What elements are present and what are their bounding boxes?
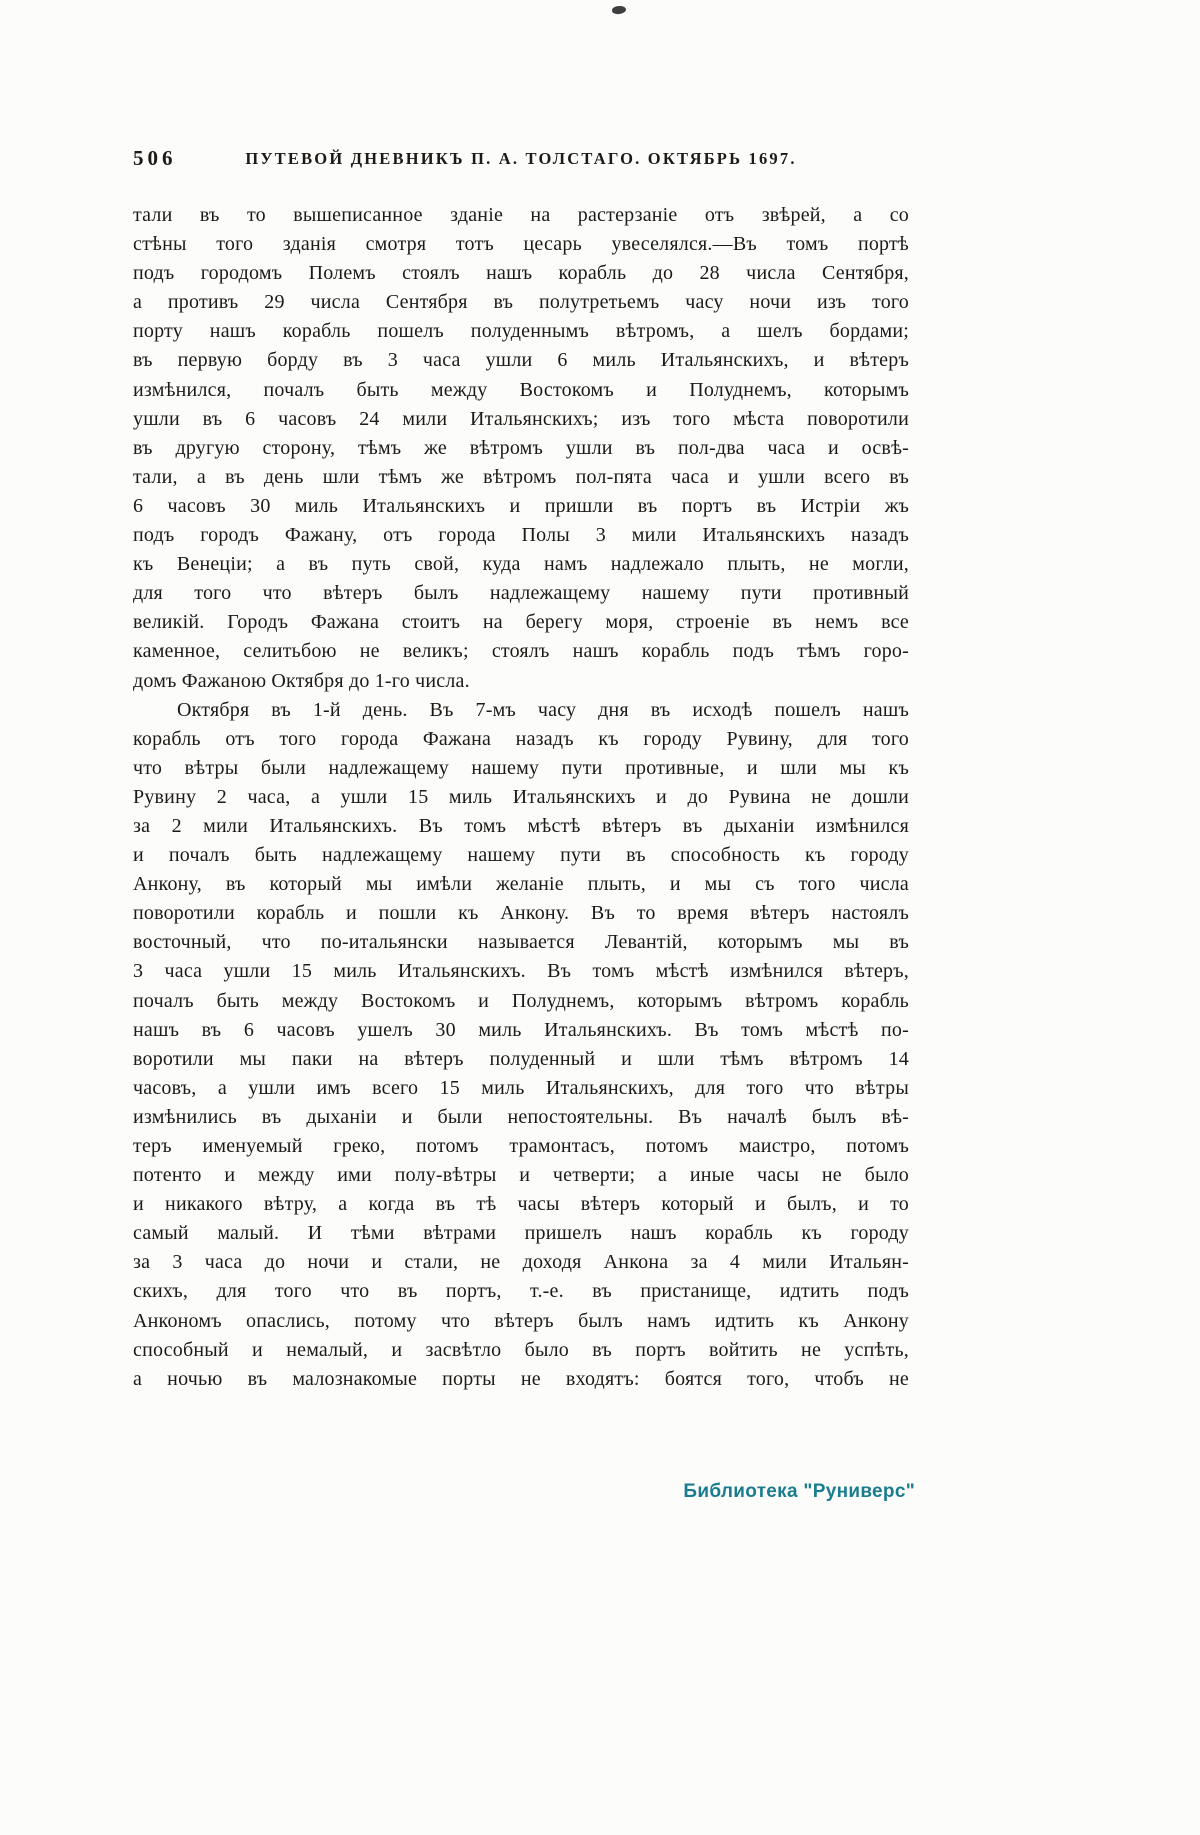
text-line: въ другую сторону, тѣмъ же вѣтромъ ушли въ пол-два часа и освѣ- [133, 436, 909, 459]
text-line: а ночью въ малознакомые порты не входятъ: боятся того, чтобъ не [133, 1367, 909, 1390]
text-line: восточный, что по-итальянски называется Левантій, которымъ мы въ [133, 931, 909, 954]
text-line: 3 часа ушли 15 миль Итальянскихъ. Въ томъ мѣстѣ измѣнился вѣтеръ, [133, 960, 909, 983]
page-header [133, 146, 909, 176]
text-line: что вѣтры были надлежащему нашему пути противные, и шли мы къ [133, 756, 909, 779]
text-line: ушли въ 6 часовъ 24 мили Итальянскихъ; изъ того мѣста поворотили [133, 407, 909, 430]
text-line: способный и немалый, и засвѣтло было въ портъ войтить не успѣть, [133, 1338, 909, 1361]
library-watermark: Библиотека "Руниверс" [683, 1481, 915, 1502]
text-line: стѣны того зданія смотря тотъ цесарь увеселялся.—Въ томъ портѣ [133, 233, 909, 256]
text-line: поворотили корабль и пошли къ Анкону. Въ то время вѣтеръ настоялъ [133, 902, 909, 925]
text-line: подъ городомъ Полемъ стоялъ нашъ корабль до 28 числа Сентября, [133, 262, 909, 285]
text-line: часовъ, а ушли имъ всего 15 миль Итальянскихъ, для того что вѣтры [133, 1076, 909, 1099]
text-line: за 2 мили Итальянскихъ. Въ томъ мѣстѣ вѣтеръ въ дыханіи измѣнился [133, 814, 909, 837]
text-line: и никакого вѣтру, а когда въ тѣ часы вѣтеръ который и былъ, и то [133, 1193, 909, 1216]
text-line: и почалъ быть надлежащему нашему пути въ способность къ городу [133, 844, 909, 867]
running-title: ПУТЕВОЙ ДНЕВНИКЪ П. А. ТОЛСТАГО. ОКТЯБРЬ 1697. [245, 149, 797, 168]
text-line: почалъ быть между Востокомъ и Полуднемъ, которымъ вѣтромъ корабль [133, 989, 909, 1012]
text-line: скихъ, для того что въ портъ, т.-е. въ пристанище, идтить подъ [133, 1280, 909, 1303]
text-line: великій. Городъ Фажана стоитъ на берегу моря, строеніе въ немъ все [133, 611, 909, 634]
text-line: измѣнился, почалъ быть между Востокомъ и Полуднемъ, которымъ [133, 378, 909, 401]
text-line: тали, а въ день шли тѣмъ же вѣтромъ пол-пята часа и ушли всего въ [133, 465, 909, 488]
text-line: тали въ то вышеписанное зданіе на растерзаніе отъ звѣрей, а со [133, 204, 909, 226]
text-line: воротили мы паки на вѣтеръ полуденный и шли тѣмъ вѣтромъ 14 [133, 1047, 909, 1070]
text-line: корабль отъ того города Фажана назадъ къ городу Рувину, для того [133, 727, 909, 750]
text-line: теръ именуемый греко, потомъ трамонтасъ, потомъ маистро, потомъ [133, 1135, 909, 1157]
text-line: въ первую борду въ 3 часа ушли 6 миль Итальянскихъ, и вѣтеръ [133, 349, 909, 372]
text-line: Анкономъ опаслись, потому что вѣтеръ былъ намъ идтить къ Анкону [133, 1309, 909, 1332]
text-line: а противъ 29 числа Сентября въ полутретьемъ часу ночи изъ того [133, 291, 909, 314]
text-line: 6 часовъ 30 миль Итальянскихъ и пришли въ портъ въ Истріи жъ [133, 494, 909, 517]
text-line: измѣнились въ дыханіи и были непостоятельны. Въ началѣ былъ вѣ- [133, 1105, 909, 1128]
text-line: потенто и между ими полу-вѣтры и четверти; а иные часы не было [133, 1164, 909, 1187]
text-line: каменное, селитьбою не великъ; стоялъ нашъ корабль подъ тѣмъ горо- [133, 640, 909, 663]
body-text [133, 201, 909, 1394]
text-line: Анкону, въ который мы имѣли желаніе плыть, и мы съ того числа [133, 873, 909, 896]
text-line: для того что вѣтеръ былъ надлежащему нашему пути противный [133, 582, 909, 605]
text-line: домъ Фажаною Октября до 1-го числа. [133, 669, 470, 692]
text-line: самый малый. И тѣми вѣтрами пришелъ нашъ корабль къ городу [133, 1222, 909, 1245]
text-line: Рувину 2 часа, а ушли 15 миль Итальянскихъ и до Рувина не дошли [133, 785, 909, 808]
text-line: Октября въ 1-й день. Въ 7-мъ часу дня въ исходѣ пошелъ нашъ [177, 698, 909, 721]
page-number: 506 [133, 146, 177, 170]
text-line: нашъ въ 6 часовъ ушелъ 30 миль Итальянскихъ. Въ томъ мѣстѣ по- [133, 1018, 909, 1041]
text-line: за 3 часа до ночи и стали, не доходя Анкона за 4 мили Итальян- [133, 1251, 909, 1274]
text-line: подъ городъ Фажану, отъ города Полы 3 мили Итальянскихъ назадъ [133, 524, 909, 547]
text-line: къ Венеціи; а въ путь свой, куда намъ надлежало плыть, не могли, [133, 553, 909, 576]
text-line: порту нашъ корабль пошелъ полуденнымъ вѣтромъ, а шелъ бордами; [133, 320, 909, 343]
scan-artifact [612, 5, 627, 15]
